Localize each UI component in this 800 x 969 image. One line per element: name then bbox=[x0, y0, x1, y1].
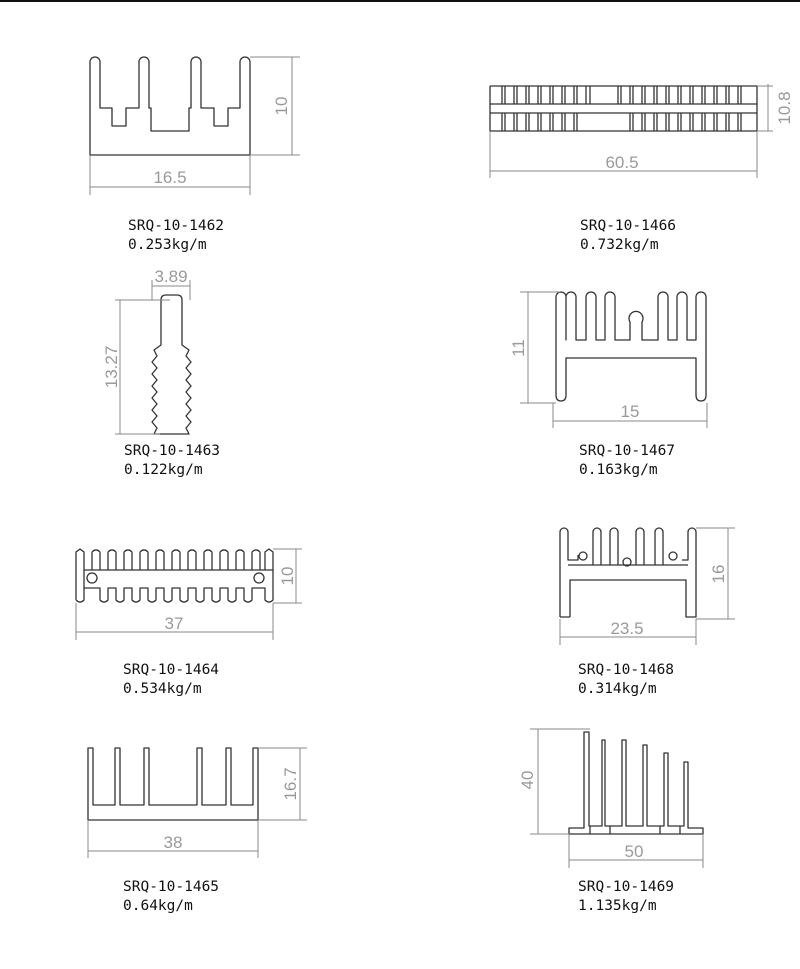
profile-weight: 0.122kg/m bbox=[124, 462, 203, 478]
profile-model: SRQ-10-1466 bbox=[580, 218, 677, 234]
profile-1469-caption bbox=[578, 878, 674, 916]
profile-1463-caption bbox=[124, 442, 220, 480]
profile-1465-drawing bbox=[88, 748, 307, 858]
profile-model: SRQ-10-1462 bbox=[128, 218, 225, 234]
profile-weight: 0.163kg/m bbox=[579, 462, 658, 478]
profile-1464-outline bbox=[76, 549, 273, 602]
profile-1469-height-label: 40 bbox=[518, 770, 537, 790]
profile-1465-height-label: 16.7 bbox=[281, 767, 300, 801]
profile-model: SRQ-10-1463 bbox=[124, 443, 221, 459]
profile-1467-caption bbox=[579, 442, 675, 480]
profile-model: SRQ-10-1467 bbox=[579, 443, 676, 459]
profile-weight: 0.64kg/m bbox=[123, 898, 193, 914]
profile-model: SRQ-10-1465 bbox=[123, 879, 220, 895]
profile-1469-width-label: 50 bbox=[624, 842, 644, 861]
profile-1466-width-label: 60.5 bbox=[605, 153, 639, 172]
profile-1468-outline bbox=[560, 528, 696, 617]
profile-1467-drawing bbox=[509, 292, 707, 428]
profile-1465-width-label: 38 bbox=[163, 833, 183, 852]
profile-model: SRQ-10-1464 bbox=[123, 662, 220, 678]
profile-1466-drawing bbox=[490, 84, 794, 178]
profile-1466-outline bbox=[490, 86, 757, 131]
profile-1469-outline bbox=[569, 732, 703, 834]
profile-1468-width-label: 23.5 bbox=[610, 619, 644, 638]
profile-1467-width-label: 15 bbox=[620, 402, 640, 421]
profile-1466-caption bbox=[580, 217, 676, 255]
profile-1465-outline bbox=[88, 748, 258, 820]
profile-weight: 0.732kg/m bbox=[580, 237, 659, 253]
profile-1463-drawing bbox=[102, 267, 191, 434]
profile-1468-height-label: 16 bbox=[709, 564, 728, 584]
profile-1467-outline bbox=[556, 292, 706, 401]
profile-1463-outline bbox=[152, 295, 191, 434]
profile-model: SRQ-10-1468 bbox=[578, 662, 675, 678]
profile-1464-width-label: 37 bbox=[164, 614, 184, 633]
profile-1467-height-label: 11 bbox=[509, 339, 528, 357]
profile-1469-drawing bbox=[518, 729, 703, 868]
profile-1464-height-label: 10 bbox=[278, 566, 297, 586]
profile-1466-height-label: 10.8 bbox=[775, 91, 794, 125]
profile-weight: 0.314kg/m bbox=[578, 681, 657, 697]
profile-1462-height-label: 10 bbox=[272, 96, 291, 116]
profile-weight: 0.534kg/m bbox=[123, 681, 202, 697]
profile-1463-width-label: 3.89 bbox=[154, 267, 188, 286]
profile-1468-caption bbox=[578, 661, 674, 699]
profile-1462-caption bbox=[128, 217, 224, 255]
profile-weight: 1.135kg/m bbox=[578, 898, 657, 914]
profile-1462-width-label: 16.5 bbox=[153, 168, 187, 187]
profile-1462-outline bbox=[90, 57, 250, 155]
profile-1462-drawing bbox=[90, 57, 300, 195]
profile-1464-caption bbox=[123, 661, 219, 699]
profile-1463-height-label: 13.27 bbox=[102, 345, 121, 389]
profile-model: SRQ-10-1469 bbox=[578, 879, 675, 895]
profile-1464-drawing bbox=[76, 549, 302, 640]
profile-weight: 0.253kg/m bbox=[128, 237, 207, 253]
profile-1465-caption bbox=[123, 878, 219, 916]
profile-1468-drawing bbox=[560, 528, 735, 645]
